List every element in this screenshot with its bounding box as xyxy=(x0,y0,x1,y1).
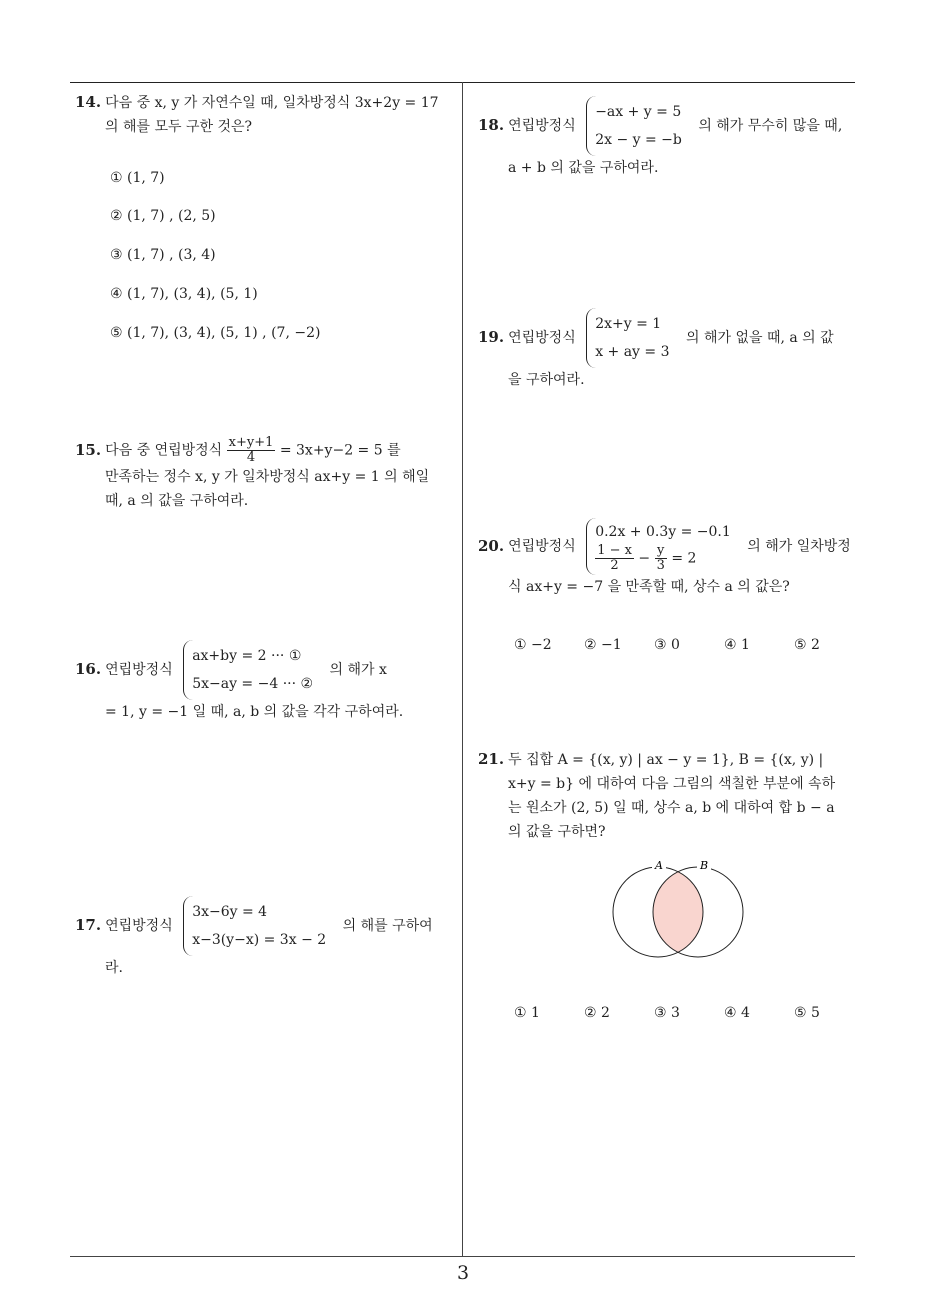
equation-system xyxy=(183,896,332,956)
question-text: 두 집합 A = {(x, y) | ax − y = 1}, B = {(x, y) | xyxy=(508,752,824,768)
q21-option-2[interactable]: ② 2 xyxy=(584,1005,610,1021)
equation-2: x + ay = 3 xyxy=(595,344,670,360)
question-18 xyxy=(478,96,863,180)
page-number: 3 xyxy=(456,1262,470,1284)
fraction xyxy=(595,544,634,573)
question-text: 다음 중 연립방정식 xyxy=(105,442,223,459)
question-text: 연립방정식 xyxy=(508,118,576,134)
equation-1: −ax + y = 5 xyxy=(595,104,682,120)
question-17 xyxy=(75,896,460,980)
question-text: = 1, y = −1 일 때, a, b 의 값을 각각 구하여라. xyxy=(105,704,404,720)
question-text: 연립방정식 xyxy=(105,662,173,678)
question-number: 14. xyxy=(75,93,102,111)
question-19 xyxy=(478,308,863,392)
question-text: 의 값을 구하면? xyxy=(508,824,606,840)
equation-1: 0.2x + 0.3y = −0.1 xyxy=(595,524,731,540)
equation-1: 2x+y = 1 xyxy=(595,316,662,332)
column-divider xyxy=(462,82,463,1256)
question-text: = 3x+y−2 = 5 를 xyxy=(279,442,401,459)
option-5[interactable]: ⑤ (1, 7), (3, 4), (5, 1) , (7, −2) xyxy=(110,325,321,341)
q20-option-2[interactable]: ② −1 xyxy=(584,637,622,653)
equation-2: x−3(y−x) = 3x − 2 xyxy=(192,932,327,948)
question-text: 식 ax+y = −7 을 만족할 때, 상수 a 의 값은? xyxy=(508,579,790,595)
venn-diagram xyxy=(600,852,770,962)
q20-option-5[interactable]: ⑤ 2 xyxy=(794,637,820,653)
equation-system xyxy=(183,640,319,700)
equation-system xyxy=(586,308,675,368)
question-text: 의 해를 모두 구한 것은? xyxy=(105,119,253,135)
question-text: 라. xyxy=(105,960,123,976)
q20-option-4[interactable]: ④ 1 xyxy=(724,637,750,653)
question-text: 때, a 의 값을 구하여라. xyxy=(105,493,249,509)
question-text: 의 해가 없을 때, a 의 값 xyxy=(685,330,834,346)
fraction-numerator: 1 − x xyxy=(597,543,632,558)
fraction-denominator: 4 xyxy=(246,450,256,465)
fraction-numerator: x+y+1 xyxy=(228,435,274,450)
question-number: 17. xyxy=(75,916,102,934)
option-3[interactable]: ③ (1, 7) , (3, 4) xyxy=(110,247,216,263)
equation-1: 3x−6y = 4 xyxy=(192,904,268,920)
equation-2: 2x − y = −b xyxy=(595,132,682,148)
question-text: 연립방정식 xyxy=(508,330,576,346)
question-number: 21. xyxy=(478,750,505,768)
question-number: 19. xyxy=(478,328,505,346)
question-15 xyxy=(75,436,460,513)
question-text: 연립방정식 xyxy=(508,538,576,555)
question-text: 의 해가 무수히 많을 때, xyxy=(698,118,843,134)
q21-option-4[interactable]: ④ 4 xyxy=(724,1005,750,1021)
equation-system xyxy=(586,96,688,156)
question-text: x+y = b} 에 대하여 다음 그림의 색칠한 부분에 속하 xyxy=(508,776,836,792)
question-14 xyxy=(75,90,460,139)
fraction-denominator: 2 xyxy=(610,558,619,573)
bottom-rule xyxy=(70,1256,855,1257)
equation-system xyxy=(586,518,737,575)
equation-2 xyxy=(595,544,731,573)
fraction-numerator: y xyxy=(655,544,667,559)
operator: − xyxy=(638,550,651,567)
option-1[interactable]: ① (1, 7) xyxy=(110,170,165,186)
q20-option-1[interactable]: ① −2 xyxy=(514,637,552,653)
question-text: 의 해가 x xyxy=(329,662,387,678)
option-4[interactable]: ④ (1, 7), (3, 4), (5, 1) xyxy=(110,286,258,302)
fraction xyxy=(655,544,667,573)
equation-rhs: = 2 xyxy=(671,550,697,567)
fraction-denominator: 3 xyxy=(656,558,665,573)
question-21 xyxy=(478,747,863,844)
question-20 xyxy=(478,518,863,599)
q21-option-5[interactable]: ⑤ 5 xyxy=(794,1005,820,1021)
question-text: 만족하는 정수 x, y 가 일차방정식 ax+y = 1 의 해일 xyxy=(105,469,430,485)
question-number: 15. xyxy=(75,440,102,459)
fraction xyxy=(227,436,276,465)
question-16 xyxy=(75,640,460,724)
question-number: 20. xyxy=(478,536,505,555)
question-text: 는 원소가 (2, 5) 일 때, 상수 a, b 에 대하여 합 b − a xyxy=(508,800,835,816)
question-text: 다음 중 x, y 가 자연수일 때, 일차방정식 3x+2y = 17 xyxy=(105,95,439,111)
q21-option-1[interactable]: ① 1 xyxy=(514,1005,540,1021)
question-text: 연립방정식 xyxy=(105,918,173,934)
venn-label-b: B xyxy=(700,859,709,872)
q21-option-3[interactable]: ③ 3 xyxy=(654,1005,680,1021)
equation-1: ax+by = 2 ··· ① xyxy=(192,648,302,664)
venn-label-a: A xyxy=(655,859,663,872)
question-text: 을 구하여라. xyxy=(508,372,585,388)
question-text: a + b 의 값을 구하여라. xyxy=(508,160,659,176)
question-text: 의 해를 구하여 xyxy=(342,918,433,934)
option-2[interactable]: ② (1, 7) , (2, 5) xyxy=(110,208,216,224)
question-number: 18. xyxy=(478,116,505,134)
q20-option-3[interactable]: ③ 0 xyxy=(654,637,680,653)
question-text: 의 해가 일차방정 xyxy=(747,538,851,555)
equation-2: 5x−ay = −4 ··· ② xyxy=(192,676,314,692)
question-number: 16. xyxy=(75,660,102,678)
